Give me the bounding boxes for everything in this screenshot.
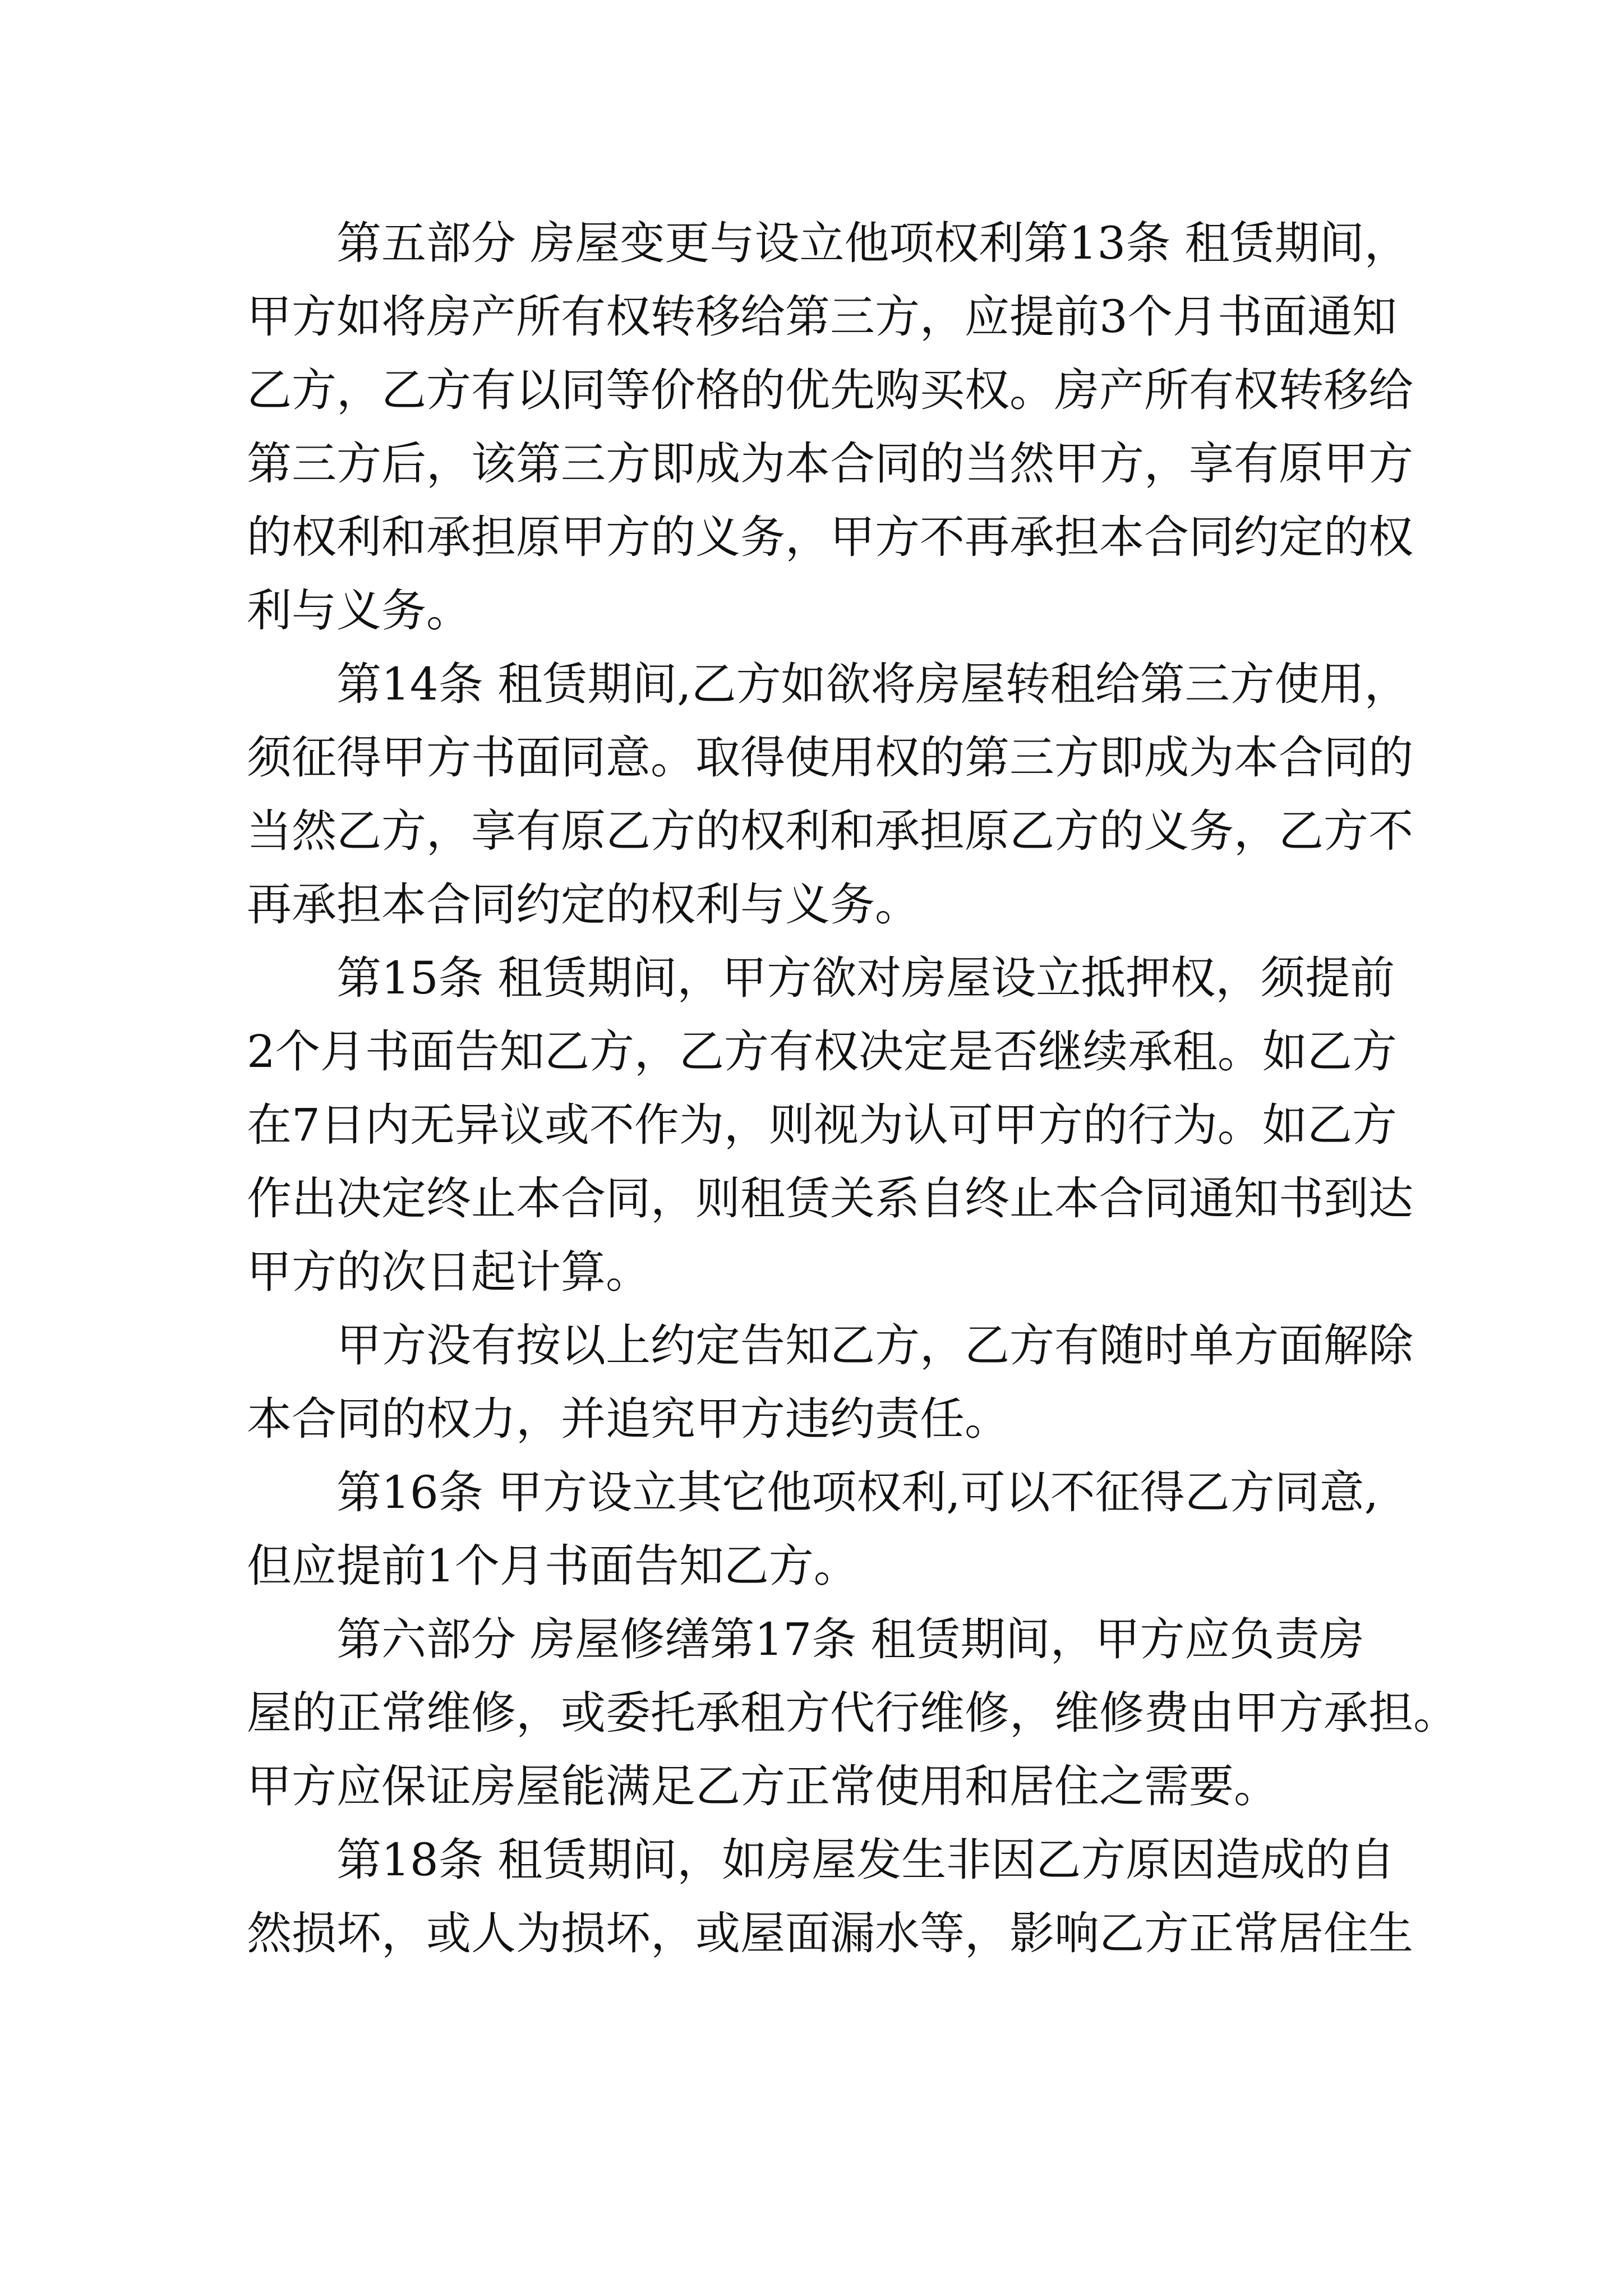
paragraph-article-16 <box>247 1456 1380 1603</box>
text-line: 乙方，乙方有以同等价格的优先购买权。房产所有权转移给 <box>247 364 1413 416</box>
text-line: 当然乙方，享有原乙方的权利和承担原乙方的义务，乙方不 <box>247 805 1413 857</box>
paragraph-article-18 <box>247 1823 1413 1970</box>
paragraph-notice-failure <box>247 1309 1413 1456</box>
text-line: 第15条 租赁期间，甲方欲对房屋设立抵押权，须提前 <box>336 952 1395 1004</box>
text-line: 第14条 租赁期间,乙方如欲将房屋转租给第三方使用， <box>336 658 1409 710</box>
text-line: 甲方如将房产所有权转移给第三方，应提前3个月书面通知 <box>247 291 1397 343</box>
text-line: 甲方应保证房屋能满足乙方正常使用和居住之需要。 <box>247 1760 1279 1812</box>
text-line: 第五部分 房屋变更与设立他项权利第13条 租赁期间， <box>336 217 1409 269</box>
text-line: 但应提前1个月书面告知乙方。 <box>247 1540 859 1592</box>
text-line: 利与义务。 <box>247 585 471 637</box>
text-line: 作出决定终止本合同，则租赁关系自终止本合同通知书到达 <box>247 1172 1413 1225</box>
document-body <box>247 206 1458 1970</box>
text-line: 再承担本合同约定的权利与义务。 <box>247 878 920 931</box>
text-line: 屋的正常维修，或委托承租方代行维修，维修费由甲方承担。 <box>247 1687 1458 1739</box>
text-line: 2个月书面告知乙方，乙方有权决定是否继续承租。如乙方 <box>247 1025 1397 1078</box>
text-line: 须征得甲方书面同意。取得使用权的第三方即成为本合同的 <box>247 731 1413 784</box>
text-line: 第六部分 房屋修缮第17条 租赁期间，甲方应负责房 <box>336 1613 1364 1665</box>
text-line: 第三方后，该第三方即成为本合同的当然甲方，享有原甲方 <box>247 438 1413 490</box>
text-line: 第18条 租赁期间，如房屋发生非因乙方原因造成的自 <box>336 1834 1395 1886</box>
paragraph-article-14 <box>247 647 1413 941</box>
text-line: 然损坏，或人为损坏，或屋面漏水等，影响乙方正常居住生 <box>247 1907 1413 1959</box>
text-line: 甲方的次日起计算。 <box>247 1246 651 1298</box>
text-line: 在7日内无异议或不作为，则视为认可甲方的行为。如乙方 <box>247 1099 1397 1151</box>
paragraph-article-15 <box>247 941 1413 1309</box>
text-line: 第16条 甲方设立其它他项权利,可以不征得乙方同意, <box>336 1466 1379 1519</box>
paragraph-article-13 <box>247 206 1413 647</box>
paragraph-article-17 <box>247 1603 1458 1823</box>
text-line: 的权利和承担原甲方的义务，甲方不再承担本合同约定的权 <box>247 511 1413 563</box>
text-line: 本合同的权力，并追究甲方违约责任。 <box>247 1393 1009 1445</box>
text-line: 甲方没有按以上约定告知乙方，乙方有随时单方面解除 <box>336 1319 1413 1372</box>
